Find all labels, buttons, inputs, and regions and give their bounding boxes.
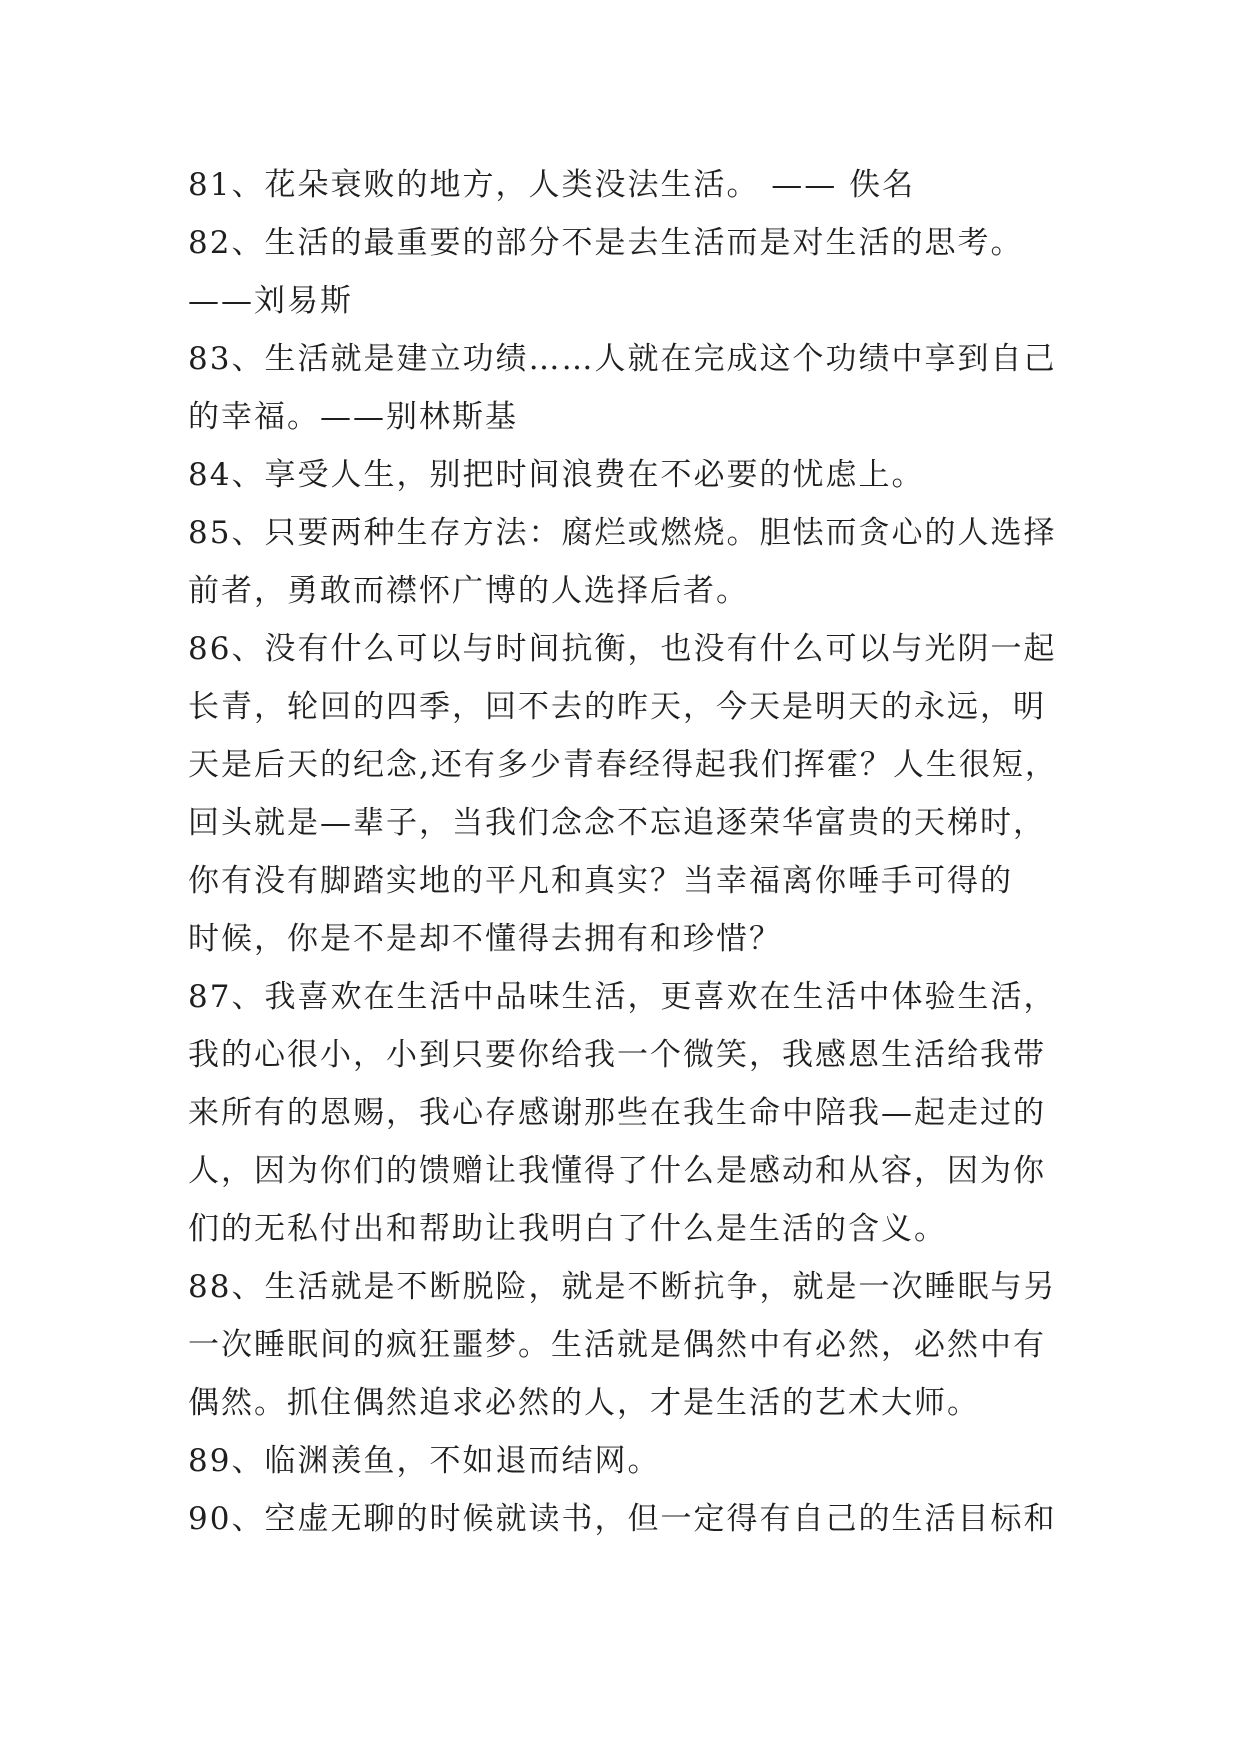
text-line: 89、临渊羡鱼，不如退而结网。: [188, 1443, 661, 1479]
text-line: 时候，你是不是却不懂得去拥有和珍惜？: [188, 921, 782, 957]
text-line: 偶然。抓住偶然追求必然的人，才是生活的艺术大师。: [188, 1385, 980, 1421]
text-line: 长青，轮回的四季，回不去的昨天，今天是明天的永远，明: [188, 689, 1046, 725]
text-line: 你有没有脚踏实地的平凡和真实？当幸福离你唾手可得的: [188, 863, 1013, 899]
text-line: 81、花朵衰败的地方，人类没法生活。 —— 佚名: [188, 167, 916, 203]
text-line: 82、生活的最重要的部分不是去生活而是对生活的思考。: [188, 225, 1024, 261]
text-line: 87、我喜欢在生活中品味生活，更喜欢在生活中体验生活，: [188, 979, 1057, 1015]
text-line: 们的无私付出和帮助让我明白了什么是生活的含义。: [188, 1211, 947, 1247]
text-line: 84、享受人生，别把时间浪费在不必要的忧虑上。: [188, 457, 925, 493]
text-line: 的幸福。——别林斯基: [188, 399, 518, 435]
text-line: 前者，勇敢而襟怀广博的人选择后者。: [188, 573, 749, 609]
text-line: 天是后天的纪念,还有多少青春经得起我们挥霍？人生很短，: [188, 747, 1058, 783]
text-line: 90、空虚无聊的时候就读书，但一定得有自己的生活目标和: [188, 1501, 1057, 1537]
text-line: 88、生活就是不断脱险，就是不断抗争，就是一次睡眠与另: [188, 1269, 1057, 1305]
quote-text-block: [188, 156, 1068, 1548]
text-line: 85、只要两种生存方法：腐烂或燃烧。胆怯而贪心的人选择: [188, 515, 1057, 551]
text-line: 83、生活就是建立功绩……人就在完成这个功绩中享到自己: [188, 341, 1057, 377]
text-line: 回头就是—辈子，当我们念念不忘追逐荣华富贵的天梯时，: [188, 805, 1046, 841]
text-line: 来所有的恩赐，我心存感谢那些在我生命中陪我—起走过的: [188, 1095, 1046, 1131]
text-line: 一次睡眠间的疯狂噩梦。生活就是偶然中有必然，必然中有: [188, 1327, 1046, 1363]
text-line: 86、没有什么可以与时间抗衡，也没有什么可以与光阴一起: [188, 631, 1057, 667]
text-line: 人，因为你们的馈赠让我懂得了什么是感动和从容，因为你: [188, 1153, 1046, 1189]
text-line: 我的心很小，小到只要你给我一个微笑，我感恩生活给我带: [188, 1037, 1046, 1073]
text-line: ——刘易斯: [188, 283, 353, 319]
